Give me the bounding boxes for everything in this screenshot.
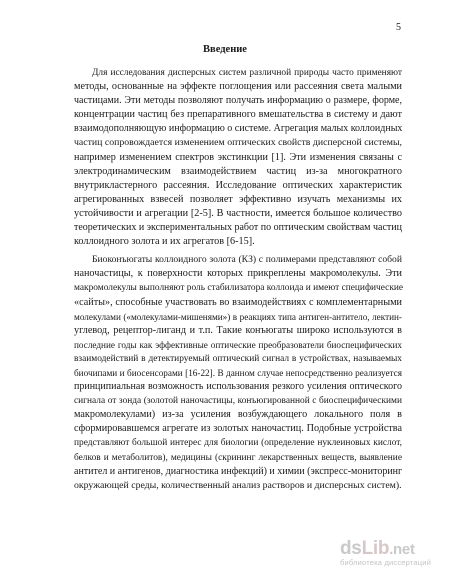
text-line: макромолекулами) из-за усиления возбуждающего локального поля в: [74, 409, 402, 421]
text-line: частиц сопровождается изменением оптических свойств дисперсной системы,: [74, 137, 402, 149]
text-line: устойчивости и агрегации [2-5]. В частности, имеется большое количество: [74, 207, 402, 219]
text-line: концентрации частиц без препаративного вмешательства в систему и дают: [74, 109, 402, 121]
page-number: 5: [396, 22, 401, 33]
text-line: представляют большой интерес для биологии (определение нуклеиновых кислот,: [74, 438, 402, 449]
text-line: взаимодополняющую информацию о системе. Агрегация малых коллоидных: [74, 123, 403, 135]
text-line: агрегированных взвесей позволяет эффективно изучать механизмы их: [74, 193, 402, 205]
text-line: электродинамическим взаимодействием частиц из-за многократного: [74, 165, 402, 177]
text-line: углевод, рецептор-лиганд и т.п. Такие конъюгаты широко используются в: [74, 324, 402, 336]
text-line: например изменением спектров экстинкции [1]. Эти изменения связаны с: [74, 151, 402, 163]
text-line: сигнала от зонда (золотой наночастицы, конъюгированной с биоспецифическими: [74, 396, 402, 407]
dslib-logo: dsLib.net: [340, 538, 415, 559]
text-line: теоретических и экспериментальных работ по оптическим свойствам частиц: [74, 222, 402, 234]
dslib-watermark: [340, 538, 431, 567]
text-line: Биоконъюгаты коллоидного золота (КЗ) с полимерами представляют собой: [92, 254, 402, 266]
text-line: наночастицы, к поверхности которых прикреплены макромолекулы. Эти: [74, 268, 402, 280]
text-line: Для исследования дисперсных систем различной природы часто применяют: [92, 68, 402, 78]
text-line: методы, основанные на эффекте поглощения или рассеяния света малыми: [74, 81, 402, 93]
body-text: [74, 66, 402, 493]
text-line: внутрикластерного рассеяния. Исследование оптических характеристик: [74, 179, 402, 191]
text-line: коллоидного золота и их агрегатов [6-15].: [74, 236, 255, 248]
text-line: частицами. Эти методы позволяют получать информацию о размере, форме,: [74, 95, 402, 107]
text-line: окружающей среды, количественный анализ растворов и дисперсных систем).: [74, 479, 402, 491]
watermark-caption: библиотека диссертаций: [340, 558, 432, 567]
text-line: молекулами («молекулами-мишенями») в реакциях типа антиген-антитело, лектин-: [74, 311, 402, 322]
page-heading: Введение: [203, 44, 247, 55]
text-line: взаимодействий в детектируемый оптический сигнал в устройствах, называемых: [74, 353, 402, 364]
text-line: последние годы как эффективные оптические преобразователи биоспецифических: [74, 339, 402, 350]
text-line: биочипами и биосенсорами [16-22]. В данном случае непосредственно реализуется: [74, 367, 402, 378]
text-line: сформировавшемся агрегате из золотых наночастиц. Подобные устройства: [74, 423, 402, 435]
text-line: антител и антигенов, диагностика инфекций) и химии (экспресс-мониторинг: [74, 465, 403, 477]
text-line: принципиальная возможность использования резкого усиления оптического: [74, 381, 402, 393]
text-line: белков и метаболитов), медицины (скрининг лекарственных веществ, выявление: [74, 452, 402, 463]
paragraph-2: [74, 253, 402, 493]
paragraph-1: [74, 66, 402, 249]
text-line: «сайты», способные участвовать во взаимодействиях с комплементарными: [74, 296, 402, 308]
text-line: макромолекулы выполняют роль стабилизатора коллоида и имеют специфические: [74, 283, 404, 294]
